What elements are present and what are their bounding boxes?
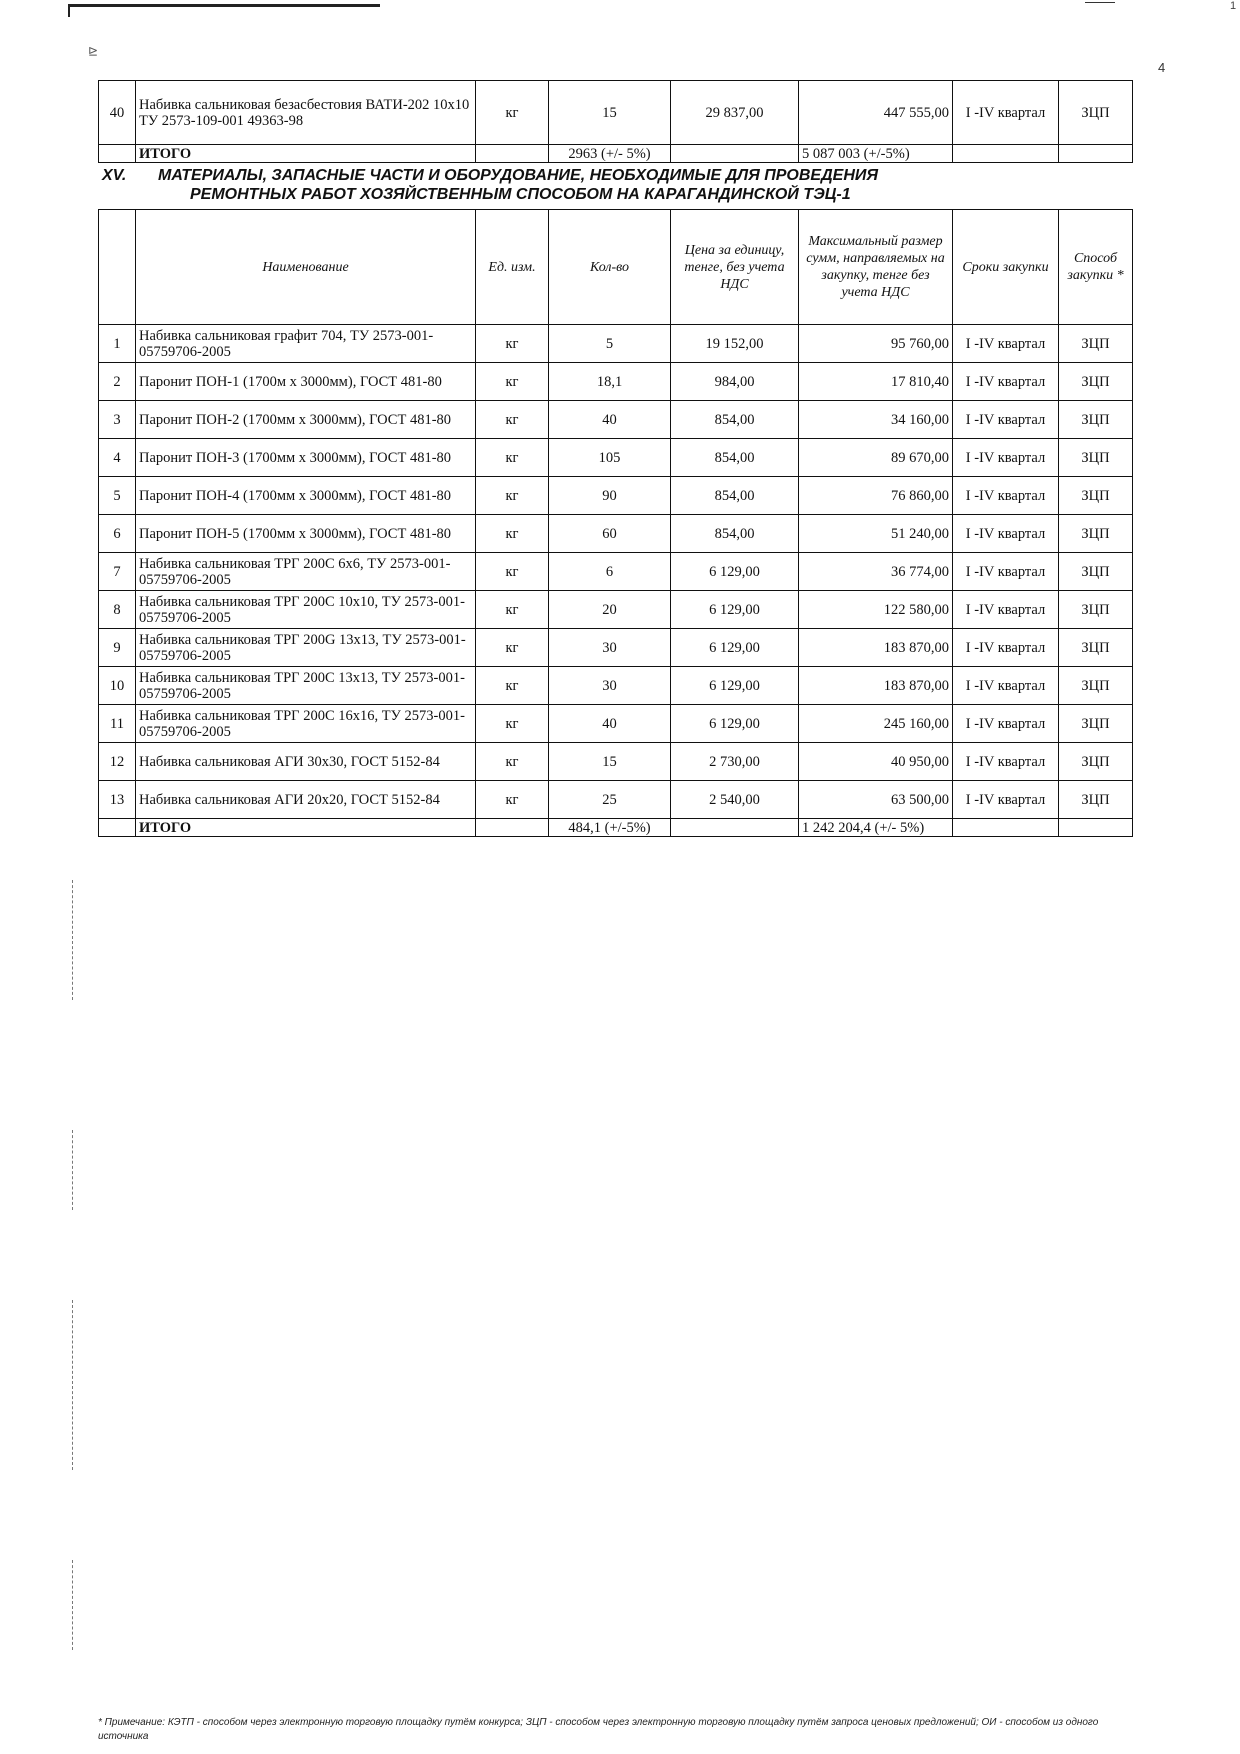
item-period: I -IV квартал <box>953 781 1059 819</box>
item-sum: 17 810,40 <box>799 363 953 401</box>
item-unit: кг <box>476 325 549 363</box>
item-method: ЗЦП <box>1059 591 1133 629</box>
item-qty: 40 <box>549 401 671 439</box>
item-unit: кг <box>476 439 549 477</box>
item-name: Паронит ПОН-3 (1700мм х 3000мм), ГОСТ 481-80 <box>136 439 476 477</box>
item-sum: 183 870,00 <box>799 667 953 705</box>
item-name: Набивка сальниковая АГИ 20х20, ГОСТ 5152-84 <box>136 781 476 819</box>
item-period: I -IV квартал <box>953 363 1059 401</box>
item-qty: 5 <box>549 325 671 363</box>
item-method: ЗЦП <box>1059 515 1133 553</box>
item-name: Набивка сальниковая ТРГ 200С 13х13, ТУ 2573-001-05759706-2005 <box>136 667 476 705</box>
total-qty: 484,1 (+/-5%) <box>549 819 671 837</box>
row-number: 6 <box>99 515 136 553</box>
header-name: Наименование <box>136 210 476 325</box>
item-sum: 95 760,00 <box>799 325 953 363</box>
item-unit: кг <box>476 81 549 145</box>
item-sum: 51 240,00 <box>799 515 953 553</box>
item-method: ЗЦП <box>1059 439 1133 477</box>
item-method: ЗЦП <box>1059 553 1133 591</box>
item-sum: 76 860,00 <box>799 477 953 515</box>
item-name: Набивка сальниковая безасбестовия ВАТИ-202 10х10 ТУ 2573-109-001 49363-98 <box>136 81 476 145</box>
materials-table <box>98 209 1133 837</box>
item-period: I -IV квартал <box>953 401 1059 439</box>
table-row <box>99 591 1133 629</box>
table-row <box>99 401 1133 439</box>
row-number: 7 <box>99 553 136 591</box>
item-method: ЗЦП <box>1059 781 1133 819</box>
row-number: 8 <box>99 591 136 629</box>
table-row <box>99 553 1133 591</box>
item-unit: кг <box>476 363 549 401</box>
table-row <box>99 667 1133 705</box>
item-method: ЗЦП <box>1059 325 1133 363</box>
scan-edge-artifact <box>1085 2 1115 3</box>
item-qty: 60 <box>549 515 671 553</box>
item-sum: 122 580,00 <box>799 591 953 629</box>
row-number: 11 <box>99 705 136 743</box>
item-qty: 15 <box>549 743 671 781</box>
item-period: I -IV квартал <box>953 667 1059 705</box>
header-sum: Максимальный размер сумм, направляемых на закупку, тенге без учета НДС <box>799 210 953 325</box>
total-label: ИТОГО <box>136 819 476 837</box>
header-price: Цена за единицу, тенге, без учета НДС <box>671 210 799 325</box>
table-row <box>99 705 1133 743</box>
item-name: Набивка сальниковая ТРГ 200С 6х6, ТУ 2573-001-05759706-2005 <box>136 553 476 591</box>
item-qty: 25 <box>549 781 671 819</box>
item-unit: кг <box>476 553 549 591</box>
row-number: 5 <box>99 477 136 515</box>
item-unit: кг <box>476 781 549 819</box>
item-period: I -IV квартал <box>953 325 1059 363</box>
item-price: 854,00 <box>671 401 799 439</box>
item-unit: кг <box>476 591 549 629</box>
item-unit: кг <box>476 743 549 781</box>
item-qty: 20 <box>549 591 671 629</box>
header-unit: Ед. изм. <box>476 210 549 325</box>
item-qty: 90 <box>549 477 671 515</box>
table-row <box>99 325 1133 363</box>
item-method: ЗЦП <box>1059 705 1133 743</box>
item-unit: кг <box>476 401 549 439</box>
item-period: I -IV квартал <box>953 477 1059 515</box>
item-method: ЗЦП <box>1059 363 1133 401</box>
table-row <box>99 629 1133 667</box>
item-qty: 105 <box>549 439 671 477</box>
item-sum: 36 774,00 <box>799 553 953 591</box>
item-price: 6 129,00 <box>671 591 799 629</box>
item-method: ЗЦП <box>1059 477 1133 515</box>
item-price: 2 730,00 <box>671 743 799 781</box>
item-sum: 63 500,00 <box>799 781 953 819</box>
item-name: Набивка сальниковая АГИ 30х30, ГОСТ 5152-84 <box>136 743 476 781</box>
item-method: ЗЦП <box>1059 401 1133 439</box>
item-price: 854,00 <box>671 515 799 553</box>
item-price: 29 837,00 <box>671 81 799 145</box>
header-period: Сроки закупки <box>953 210 1059 325</box>
scan-edge-artifact <box>68 4 380 17</box>
item-sum: 447 555,00 <box>799 81 953 145</box>
item-name: Паронит ПОН-5 (1700мм х 3000мм), ГОСТ 481-80 <box>136 515 476 553</box>
header-qty: Кол-во <box>549 210 671 325</box>
total-qty: 2963 (+/- 5%) <box>549 145 671 163</box>
item-unit: кг <box>476 705 549 743</box>
table-row <box>99 363 1133 401</box>
item-qty: 30 <box>549 667 671 705</box>
item-name: Паронит ПОН-2 (1700мм х 3000мм), ГОСТ 481-80 <box>136 401 476 439</box>
table-header-row <box>99 210 1133 325</box>
total-row <box>99 819 1133 837</box>
page-number: 4 <box>1158 60 1166 75</box>
corner-mark: 1 <box>1230 0 1237 12</box>
item-period: I -IV квартал <box>953 705 1059 743</box>
item-name: Набивка сальниковая ТРГ 200С 10х10, ТУ 2573-001-05759706-2005 <box>136 591 476 629</box>
section-number: XV. <box>102 167 127 184</box>
row-number: 9 <box>99 629 136 667</box>
table-row <box>99 781 1133 819</box>
item-qty: 15 <box>549 81 671 145</box>
item-period: I -IV квартал <box>953 629 1059 667</box>
item-unit: кг <box>476 477 549 515</box>
item-price: 6 129,00 <box>671 629 799 667</box>
item-qty: 18,1 <box>549 363 671 401</box>
item-unit: кг <box>476 515 549 553</box>
item-price: 984,00 <box>671 363 799 401</box>
item-period: I -IV квартал <box>953 439 1059 477</box>
scan-edge-artifact <box>72 1560 73 1650</box>
table-row <box>99 515 1133 553</box>
item-price: 2 540,00 <box>671 781 799 819</box>
row-number: 4 <box>99 439 136 477</box>
item-qty: 30 <box>549 629 671 667</box>
scan-mark: ⊵ <box>88 44 99 58</box>
scan-edge-artifact <box>72 880 73 1000</box>
item-name: Набивка сальниковая графит 704, ТУ 2573-001-05759706-2005 <box>136 325 476 363</box>
scan-edge-artifact <box>72 1130 73 1210</box>
item-name: Паронит ПОН-4 (1700мм х 3000мм), ГОСТ 481-80 <box>136 477 476 515</box>
item-method: ЗЦП <box>1059 629 1133 667</box>
item-method: ЗЦП <box>1059 81 1133 145</box>
item-sum: 183 870,00 <box>799 629 953 667</box>
item-name: Набивка сальниковая ТРГ 200G 13х13, ТУ 2573-001-05759706-2005 <box>136 629 476 667</box>
item-sum: 89 670,00 <box>799 439 953 477</box>
item-unit: кг <box>476 667 549 705</box>
item-name: Набивка сальниковая ТРГ 200С 16х16, ТУ 2573-001-05759706-2005 <box>136 705 476 743</box>
item-price: 854,00 <box>671 477 799 515</box>
table-row <box>99 743 1133 781</box>
section-title-line2: РЕМОНТНЫХ РАБОТ ХОЗЯЙСТВЕННЫМ СПОСОБОМ НА КАРАГАНДИНСКОЙ ТЭЦ-1 <box>190 186 851 203</box>
row-number: 40 <box>99 81 136 145</box>
header-num <box>99 210 136 325</box>
item-price: 19 152,00 <box>671 325 799 363</box>
item-name: Паронит ПОН-1 (1700м х 3000мм), ГОСТ 481-80 <box>136 363 476 401</box>
item-period: I -IV квартал <box>953 591 1059 629</box>
item-price: 6 129,00 <box>671 667 799 705</box>
total-row <box>99 145 1133 163</box>
total-sum: 1 242 204,4 (+/- 5%) <box>799 819 953 837</box>
total-label: ИТОГО <box>136 145 476 163</box>
table-row <box>99 477 1133 515</box>
item-price: 854,00 <box>671 439 799 477</box>
row-number: 12 <box>99 743 136 781</box>
continuation-table <box>98 80 1133 163</box>
header-method: Способ закупки * <box>1059 210 1133 325</box>
item-period: I -IV квартал <box>953 81 1059 145</box>
item-method: ЗЦП <box>1059 743 1133 781</box>
table-row <box>99 439 1133 477</box>
item-period: I -IV квартал <box>953 553 1059 591</box>
item-price: 6 129,00 <box>671 553 799 591</box>
row-number: 10 <box>99 667 136 705</box>
item-period: I -IV квартал <box>953 743 1059 781</box>
item-sum: 34 160,00 <box>799 401 953 439</box>
item-period: I -IV квартал <box>953 515 1059 553</box>
row-number: 2 <box>99 363 136 401</box>
row-number: 13 <box>99 781 136 819</box>
item-unit: кг <box>476 629 549 667</box>
total-sum: 5 087 003 (+/-5%) <box>799 145 953 163</box>
item-sum: 245 160,00 <box>799 705 953 743</box>
item-qty: 6 <box>549 553 671 591</box>
item-sum: 40 950,00 <box>799 743 953 781</box>
section-title-line1: МАТЕРИАЛЫ, ЗАПАСНЫЕ ЧАСТИ И ОБОРУДОВАНИЕ, НЕОБХОДИМЫЕ ДЛЯ ПРОВЕДЕНИЯ <box>158 167 879 184</box>
footnote: * Примечание: КЭТП - способом через электронную торговую площадку путём конкурса; ЗЦП - способом через электронную торговую площадку путём запроса ценовых предложений; ОИ - способом из одного источника <box>98 1717 1099 1742</box>
row-number: 1 <box>99 325 136 363</box>
scan-edge-artifact <box>72 1300 73 1470</box>
row-number: 3 <box>99 401 136 439</box>
item-price: 6 129,00 <box>671 705 799 743</box>
item-qty: 40 <box>549 705 671 743</box>
table-row <box>99 81 1133 145</box>
item-method: ЗЦП <box>1059 667 1133 705</box>
